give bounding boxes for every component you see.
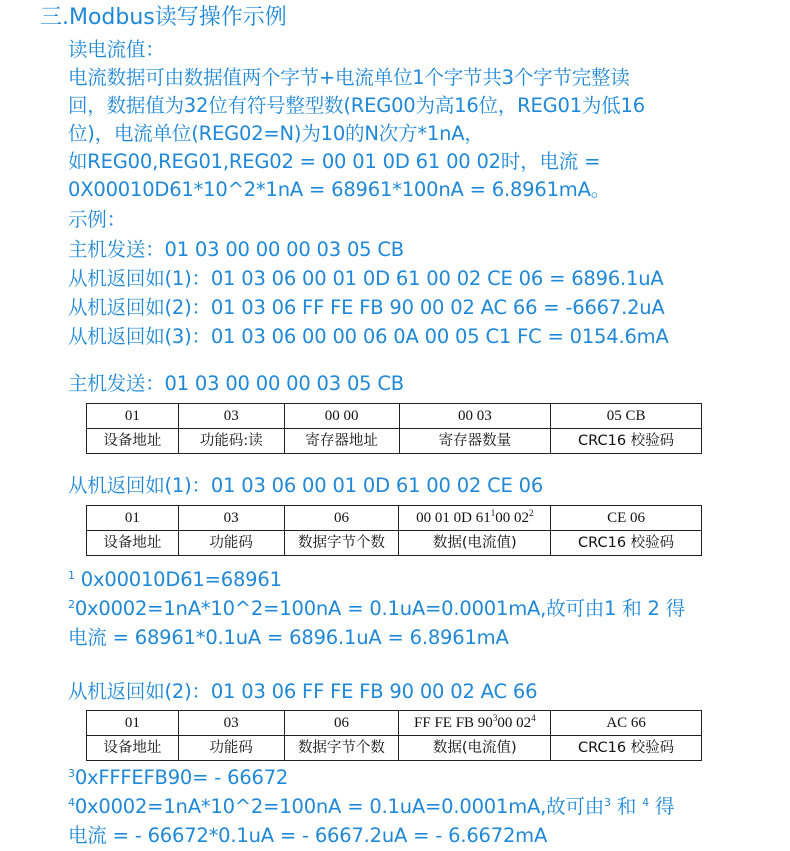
section-title: 主机发送：01 03 00 00 00 03 05 CB xyxy=(68,372,404,395)
footnote-text: 0xFFFEFB90= - 66672 xyxy=(74,766,289,789)
field-label: CRC16 校验码 xyxy=(551,736,702,761)
footnote-text: 电流 = - 66672*0.1uA = - 6667.2uA = - 6.6672mA xyxy=(68,824,548,847)
footnote xyxy=(68,793,674,820)
footnote-marker: 2 xyxy=(68,598,75,611)
field-label: 寄存器数量 xyxy=(399,429,551,454)
frame-cell: 03 xyxy=(178,404,284,429)
footnote-text: 和 xyxy=(610,795,643,818)
field-label: 功能码:读 xyxy=(178,429,284,454)
intro-line: 读电流值： xyxy=(68,38,165,61)
footnote-marker: 1 xyxy=(68,569,75,582)
field-label: CRC16 校验码 xyxy=(551,429,702,454)
frame-cell: 01 xyxy=(87,506,179,531)
frame-cell: 00 03 xyxy=(399,404,551,429)
frame-cell: 00 00 xyxy=(284,404,399,429)
field-label: 数据(电流值) xyxy=(399,736,551,761)
intro-line: 示例： xyxy=(68,208,126,231)
footnote-marker: 3 xyxy=(68,767,75,780)
footnote xyxy=(68,566,282,593)
footnote-marker: 3 xyxy=(492,713,498,723)
footnote-text: 0x0002=1nA*10^2=100nA = 0.1uA=0.0001mA,故可由1 和 2 得 xyxy=(74,597,686,620)
field-label: 设备地址 xyxy=(87,429,179,454)
frame-data-cell xyxy=(399,506,551,531)
footnote xyxy=(68,764,288,791)
frame-cell: 01 xyxy=(87,404,179,429)
data-value: FF FE FB 90 xyxy=(414,715,493,731)
field-label: 功能码 xyxy=(178,736,284,761)
field-label: CRC16 校验码 xyxy=(551,531,702,556)
field-label: 数据字节个数 xyxy=(284,531,399,556)
frame-table xyxy=(86,403,702,454)
field-label: 设备地址 xyxy=(87,736,179,761)
data-unit: 00 02 xyxy=(497,715,532,731)
frame-cell: 03 xyxy=(178,711,284,736)
section-title: 从机返回如(2)：01 03 06 FF FE FB 90 00 02 AC 66 xyxy=(68,680,538,703)
footnote-text: 0x00010D61=68961 xyxy=(74,568,282,591)
footnote xyxy=(68,595,685,622)
frame-cell: AC 66 xyxy=(551,711,702,736)
field-label: 寄存器地址 xyxy=(284,429,399,454)
section-title: 从机返回如(1)：01 03 06 00 01 0D 61 00 02 CE 06 xyxy=(68,474,544,497)
intro-line: 从机返回如(3)：01 03 06 00 00 06 0A 00 05 C1 FC = 0154.6mA xyxy=(68,325,669,348)
data-value: 00 01 0D 61 xyxy=(416,510,491,526)
field-label: 数据(电流值) xyxy=(399,531,551,556)
footnote xyxy=(68,624,509,651)
footnote-marker: 4 xyxy=(642,796,649,809)
intro-line: 从机返回如(2)：01 03 06 FF FE FB 90 00 02 AC 66 = -6667.2uA xyxy=(68,296,665,319)
frame-cell: 06 xyxy=(284,506,399,531)
intro-line: 0X00010D61*10^2*1nA = 68961*100nA = 6.8961mA。 xyxy=(68,178,611,201)
intro-line: 回，数据值为32位有符号整型数(REG00为高16位，REG01为低16 xyxy=(68,94,645,117)
footnote-marker: 4 xyxy=(68,796,75,809)
section-heading: 三.Modbus读写操作示例 xyxy=(40,5,287,30)
footnote-text: 0x0002=1nA*10^2=100nA = 0.1uA=0.0001mA,故可由 xyxy=(74,795,605,818)
intro-line: 电流数据可由数据值两个字节+电流单位1个字节共3个字节完整读 xyxy=(68,66,630,89)
field-label: 数据字节个数 xyxy=(284,736,399,761)
intro-line: 如REG00,REG01,REG02 = 00 01 0D 61 00 02时，电流 = xyxy=(68,150,601,173)
footnote-marker: 1 xyxy=(490,508,496,518)
frame-cell: 05 CB xyxy=(551,404,702,429)
intro-line: 主机发送：01 03 00 00 00 03 05 CB xyxy=(68,238,404,261)
frame-cell: 01 xyxy=(87,711,179,736)
intro-line: 位)，电流单位(REG02=N)为10的N次方*1nA， xyxy=(68,122,484,145)
frame-cell: CE 06 xyxy=(551,506,702,531)
footnote-marker: 2 xyxy=(528,508,534,518)
footnote-text: 得 xyxy=(648,795,675,818)
frame-data-cell xyxy=(399,711,551,736)
field-label: 设备地址 xyxy=(87,531,179,556)
footnote-marker: 4 xyxy=(531,713,536,723)
frame-cell: 06 xyxy=(284,711,399,736)
frame-table xyxy=(86,710,702,761)
field-label: 功能码 xyxy=(178,531,284,556)
data-unit: 00 02 xyxy=(495,510,529,526)
footnote-marker: 3 xyxy=(604,796,611,809)
frame-table xyxy=(86,505,702,556)
footnote xyxy=(68,822,547,849)
footnote-text: 电流 = 68961*0.1uA = 6896.1uA = 6.8961mA xyxy=(68,626,509,649)
frame-cell: 03 xyxy=(178,506,284,531)
intro-line: 从机返回如(1)：01 03 06 00 01 0D 61 00 02 CE 06 = 6896.1uA xyxy=(68,267,664,290)
